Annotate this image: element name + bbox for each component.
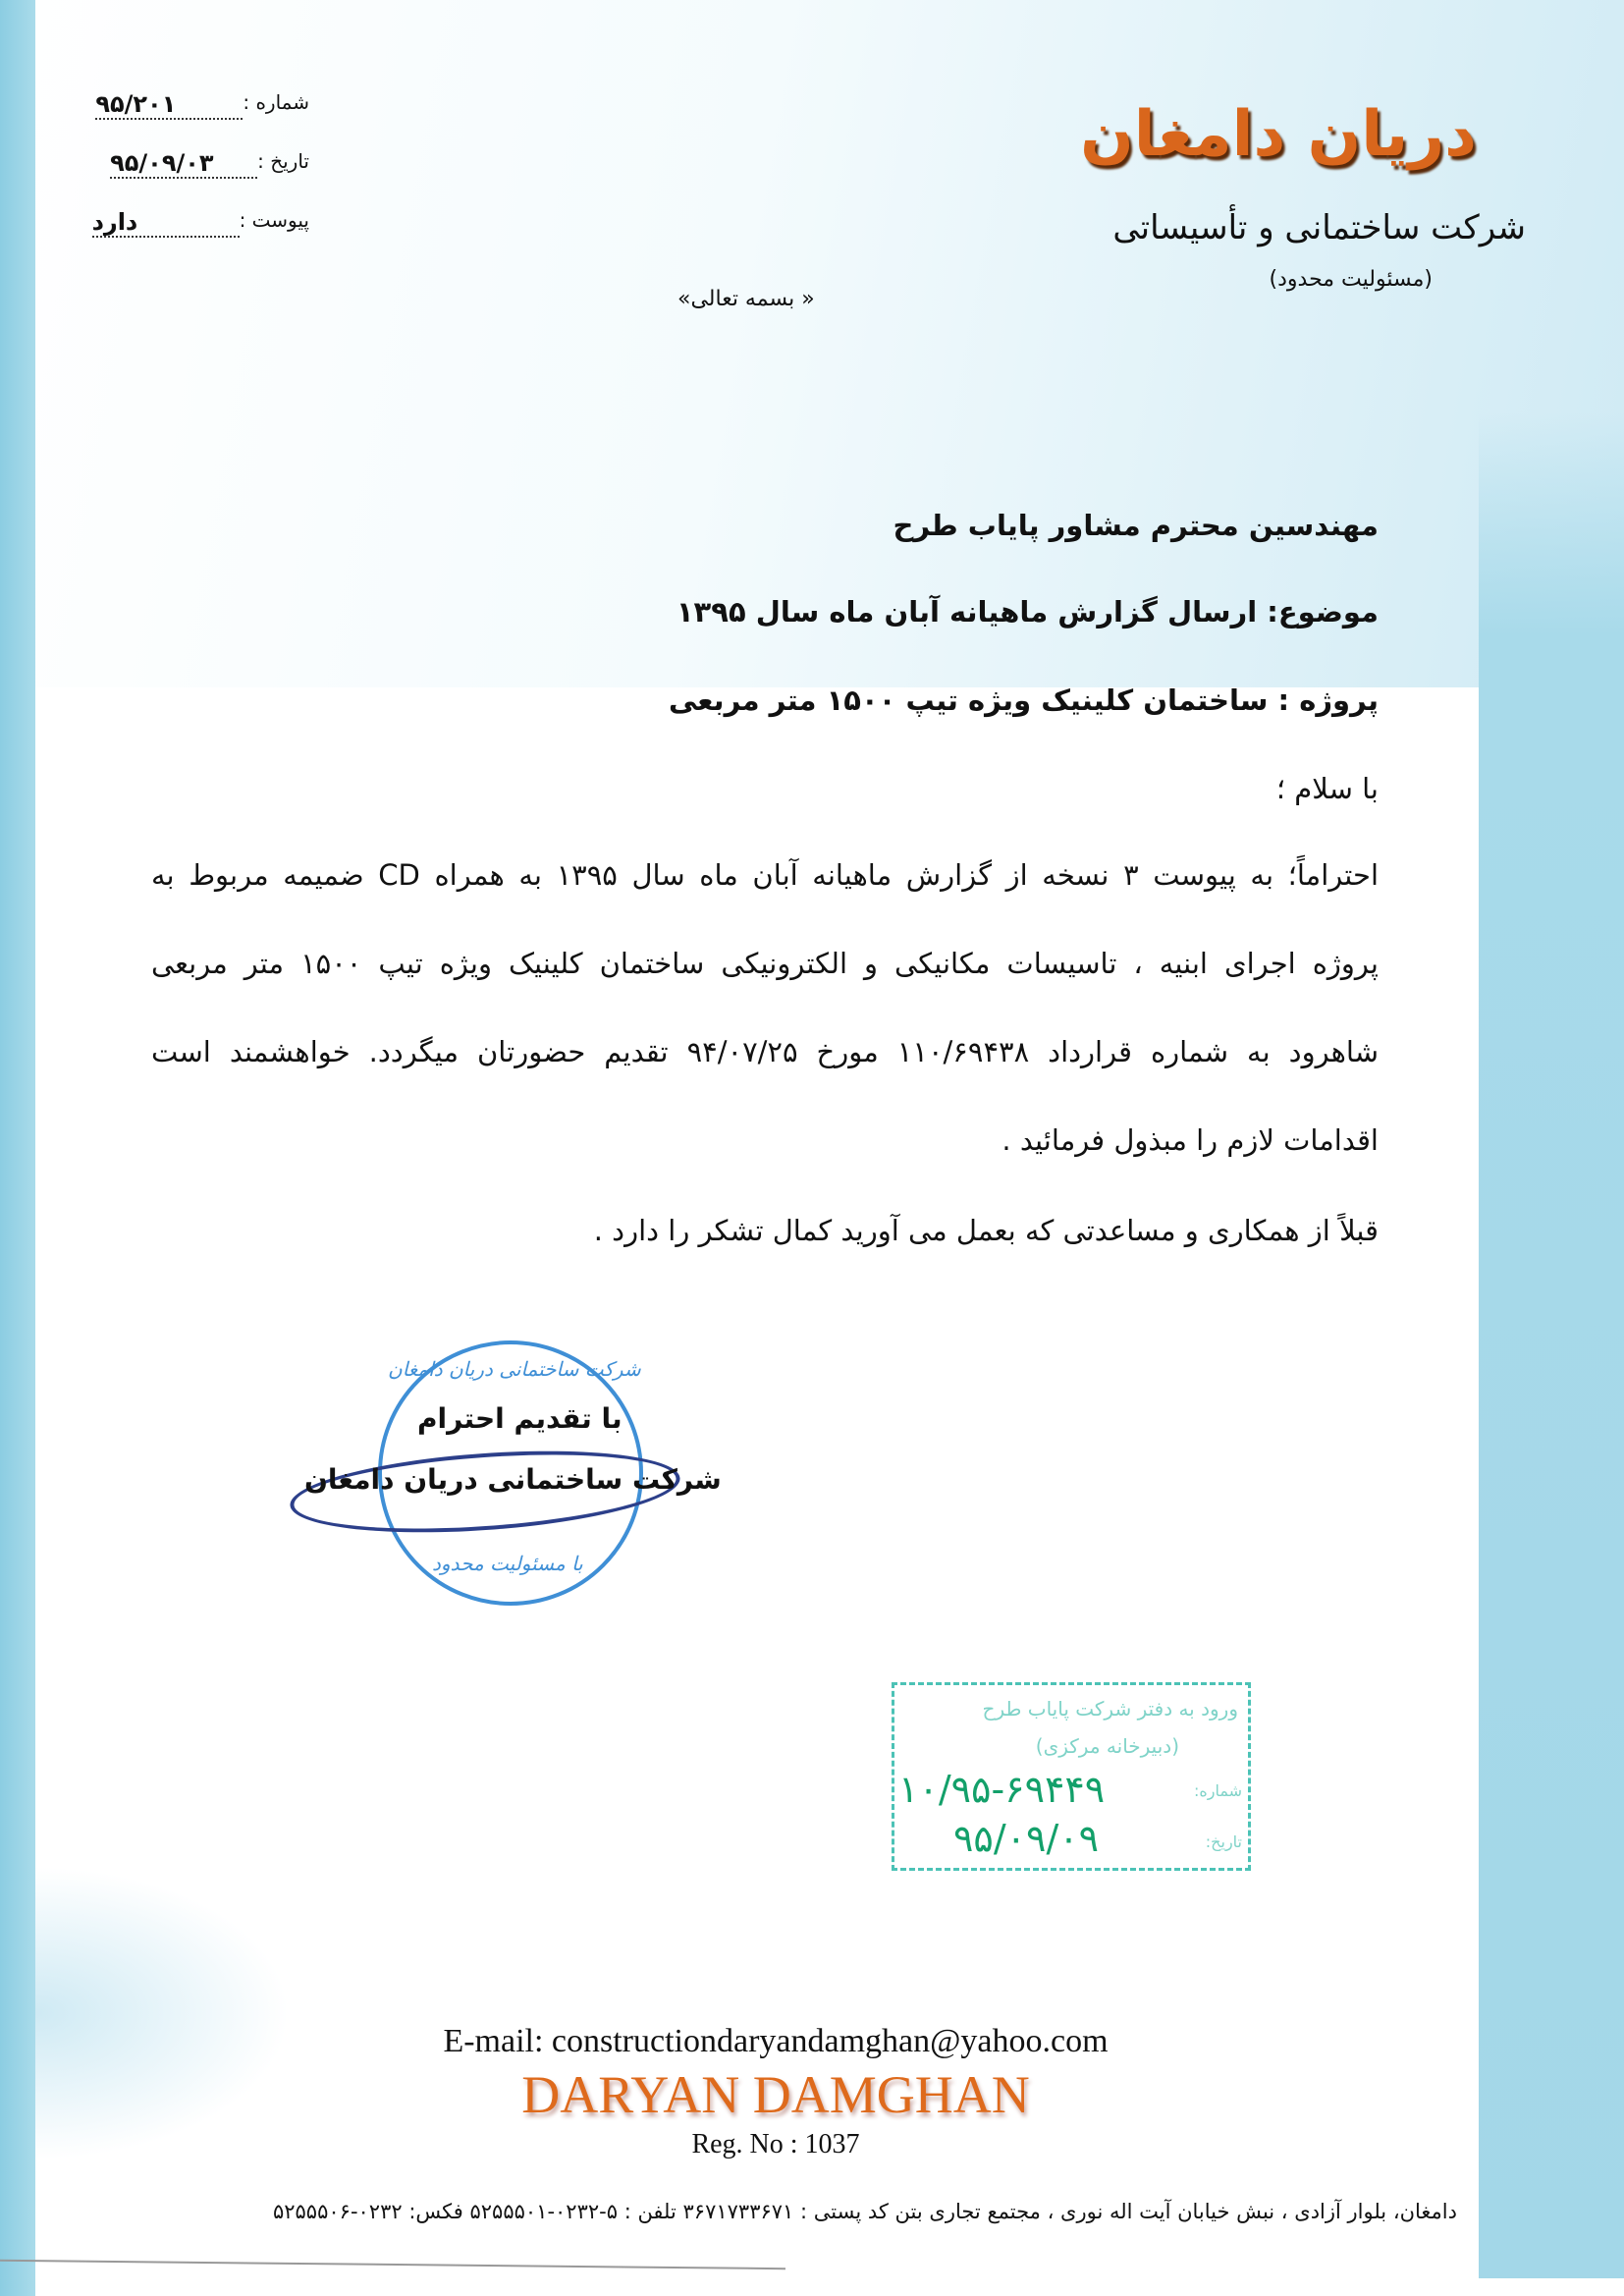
signatory: شرکت ساختمانی دریان دامغان <box>304 1463 722 1496</box>
letter-number-field <box>59 90 309 120</box>
closing: با تقدیم احترام <box>417 1402 623 1435</box>
attachment-field <box>59 208 309 238</box>
field-label: پیوست : <box>239 208 309 232</box>
project: پروژه : ساختمان کلینیک ویژه تیپ ۱۵۰۰ متر مربعی <box>668 683 1379 717</box>
footer-brand: DARYAN DAMGHAN <box>521 2065 1030 2124</box>
body-line: شاهرود به شماره قرارداد ۱۱۰/۶۹۴۳۸ مورخ ۹۴/۰۷/۲۵ تقدیم حضورتان میگردد. خواهشمند است <box>151 1035 1379 1068</box>
field-label: تاریخ : <box>257 149 309 173</box>
footer-email: E-mail: constructiondaryandamghan@yahoo.com <box>443 2023 1109 2059</box>
subject: موضوع: ارسال گزارش ماهیانه آبان ماه سال ۱۳۹۵ <box>676 595 1379 629</box>
stamp-number-value: ۱۰/۹۵-۶۹۴۴۹ <box>898 1768 1106 1811</box>
received-stamp <box>892 1682 1251 1871</box>
field-value: ۹۵/۰۹/۰۳ <box>110 149 257 179</box>
company-type: شرکت ساختمانی و تأسیساتی <box>1112 208 1526 247</box>
body-line: اقدامات لازم را مبذول فرمائید . <box>1001 1123 1379 1157</box>
letter-date-field <box>59 149 309 179</box>
stamp-subtitle: (دبیرخانه مرکزی) <box>1035 1734 1179 1758</box>
company-logo: دریان دامغان <box>1080 98 1477 171</box>
stamp-date-label: تاریخ: <box>1205 1832 1242 1851</box>
footer-address: دامغان، بلوار آزادی ، نبش خیابان آیت اله نوری ، مجتمع تجاری بتن کد پستی : ۳۶۷۱۷۳۳۶۷۱ تلفن : ۵-۰۲۳۲-۵۲۵۵۵۰۱ فکس: ۰۲۳۲-۵۲۵۵۵۰۶ <box>272 2200 1457 2223</box>
seal-bottom-text: با مسئولیت محدود <box>432 1552 583 1575</box>
thanks-line: قبلاً از همکاری و مساعدتی که بعمل می آورید کمال تشکر را دارد . <box>593 1214 1379 1247</box>
greeting: با سلام ؛ <box>1275 772 1379 805</box>
stamp-date-value: ۹۵/۰۹/۰۹ <box>953 1817 1100 1860</box>
footer-reg-no: Reg. No : 1037 <box>691 2129 860 2159</box>
body-line: احتراماً؛ به پیوست ۳ نسخه از گزارش ماهیانه آبان ماه سال ۱۳۹۵ به همراه CD ضمیمه مربوط به <box>151 858 1380 892</box>
left-border-band <box>0 0 35 2296</box>
field-value: ۹۵/۲۰۱ <box>95 90 243 120</box>
scan-edge <box>0 2260 785 2269</box>
stamp-title: ورود به دفتر شرکت پایاب طرح <box>982 1697 1238 1721</box>
stamp-number-label: شماره: <box>1193 1781 1242 1800</box>
field-value: دارد <box>92 208 240 238</box>
body-line: پروژه اجرای ابنیه ، تاسیسات مکانیکی و الکترونیکی ساختمان کلینیک ویژه تیپ ۱۵۰۰ متر مربعی <box>151 947 1379 980</box>
field-label: شماره : <box>243 90 309 114</box>
right-border-band <box>1479 412 1624 2278</box>
invocation: « بسمه تعالی» <box>677 287 815 311</box>
seal-top-text: شرکت ساختمانی دریان دامغان <box>388 1357 641 1381</box>
recipient: مهندسین محترم مشاور پایاب طرح <box>893 509 1379 542</box>
liability-note: (مسئولیت محدود) <box>1269 267 1433 292</box>
